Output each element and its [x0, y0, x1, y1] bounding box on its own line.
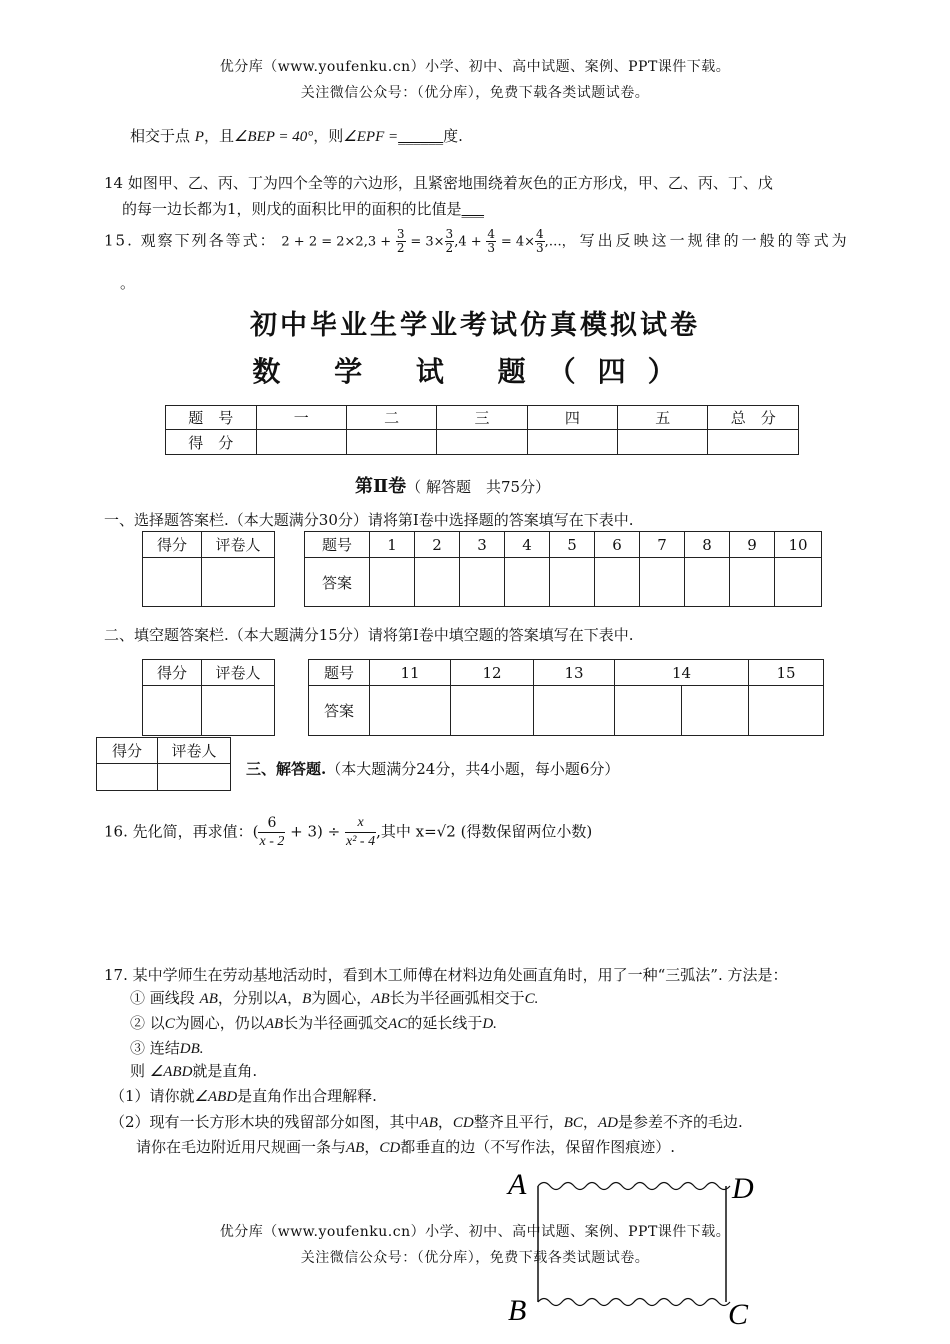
header-line-1: 优分库（www.youfenku.cn）小学、初中、高中试题、案例、PPT课件下载。 — [219, 59, 731, 75]
score-table: 题 号 一 二 三 四 五 总 分 得 分 — [165, 405, 799, 455]
q14-line-1: 14 如图甲、乙、丙、丁为四个全等的六边形，且紧密地围绕着灰色的正方形戊，甲、乙、丙、丁、戊 — [104, 174, 773, 192]
edge-ad-ragged — [538, 1183, 730, 1190]
section1-answer-table: 题号 1 2 3 4 5 6 7 8 9 10 答案 — [304, 531, 822, 607]
label-d: D — [732, 1172, 754, 1205]
edge-bc-ragged — [538, 1299, 730, 1306]
section2-heading: 二、填空题答案栏.（本大题满分15分）请将第Ⅰ卷中填空题的答案填写在下表中. — [104, 626, 634, 644]
label-a: A — [508, 1168, 527, 1201]
q15-end: 。 — [120, 274, 136, 292]
section1-heading: 一、选择题答案栏.（本大题满分30分）请将第Ⅰ卷中选择题的答案填写在下表中. — [104, 511, 634, 529]
section3-grader-table: 得分 评卷人 — [96, 737, 231, 791]
exam-subtitle: 数 学 试 题（四） — [252, 355, 698, 388]
q16: 16. 先化简，再求值：( $\frac{6}{x - 2}$ + 3) ÷ $\frac{x}{\text{x² - 4}}$ ,其中 x=√2 (得数保留两位小数) — [104, 815, 593, 849]
label-b: B — [508, 1294, 527, 1327]
score-cell[interactable] — [256, 430, 346, 455]
q17-part2-instr: 请你在毛边附近用尺规画一条与AB，CD都垂直的边（不写作法，保留作图痕迹）. — [136, 1138, 675, 1156]
section2-answer-table: 题号 11 12 13 14 15 答案 — [308, 659, 824, 736]
exam-title: 初中毕业生学业考试仿真模拟试卷 — [250, 310, 700, 341]
q17-part2: （2）现有一长方形木块的残留部分如图，其中AB，CD整齐且平行，BC，AD是参差不齐的毛边. — [110, 1113, 743, 1131]
q17-step2: ② 以C为圆心，仍以AB长为半径画弧交AC的延长线于D. — [130, 1014, 497, 1032]
q17-intro: 17. 某中学师生在劳动基地活动时，看到木工师傅在材料边角处画直角时，用了一种“三弧法”. 方法是： — [104, 966, 788, 984]
q15: 15. 观察下列各等式： 2 + 2 = 2×2,3 + $\frac{3}{2}$ = 3× $\frac{3}{2}$ ,4 + $\frac{4}{3}$ = 4× $\frac{4}{3}$ ,…， 写出反映这一规律的一般的等式为 — [104, 227, 850, 255]
section2-grader-table: 得分 评卷人 — [142, 659, 275, 736]
footer-line-1: 优分库（www.youfenku.cn）小学、初中、高中试题、案例、PPT课件下载。 — [219, 1224, 731, 1240]
header-line-2: 关注微信公众号：（优分库），免费下载各类试题试卷。 — [300, 85, 650, 101]
q14-line-2: 的每一边长都为1，则戊的面积比甲的面积的比值是___ — [122, 200, 485, 218]
section3-heading: 三、解答题.（本大题满分24分，共4小题，每小题6分） — [246, 760, 620, 778]
label-c: C — [728, 1298, 749, 1331]
footer-line-2: 关注微信公众号：（优分库），免费下载各类试题试卷。 — [300, 1250, 650, 1266]
q13-tail: 相交于点 P，且∠BEP = 40°，则∠EPF =______度. — [130, 127, 463, 145]
q17-step1: ① 画线段 AB，分别以A，B为圆心，AB长为半径画弧相交于C. — [130, 989, 539, 1007]
part2-heading: 第Ⅱ卷（ 解答题 共75分） — [355, 476, 551, 497]
q17-part1: （1）请你就∠ABD是直角作出合理解释. — [110, 1087, 377, 1105]
q17-step4: 则 ∠ABD就是直角. — [130, 1062, 258, 1080]
q17-step3: ③ 连结DB. — [130, 1039, 204, 1057]
section1-grader-table: 得分 评卷人 — [142, 531, 275, 607]
